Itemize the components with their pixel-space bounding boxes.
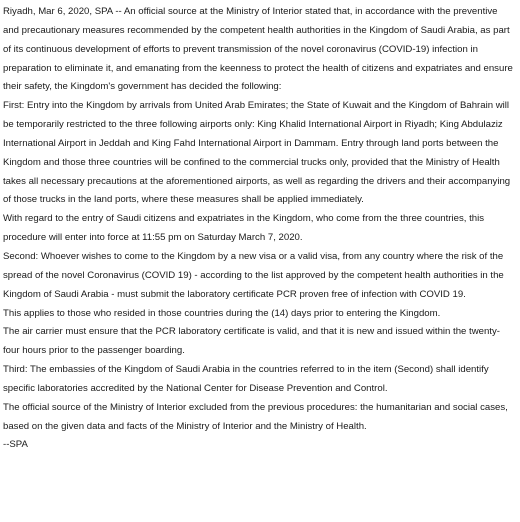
article-paragraph-third: Third: The embassies of the Kingdom of Saudi Arabia in the countries referred to in the item (Second) shall identify specific laboratories accredited by the National Center for Disease Prevention and Control. (3, 364, 489, 394)
article-paragraph-citizens-entry: With regard to the entry of Saudi citizens and expatriates in the Kingdom, who come from the three countries, this procedure will enter into force at 11:55 pm on Saturday March 7, 2020. (3, 213, 484, 244)
article-sign-off: --SPA (3, 439, 28, 451)
article-paragraph-residence: This applies to those who resided in those countries during the (14) days prior to entering the Kingdom. (3, 307, 441, 319)
article-paragraph-first: First: Entry into the Kingdom by arrivals from United Arab Emirates; the State of Kuwait and the Kingdom of Bahrain will be temporarily restricted to the three following airports only: King Khalid International Airport in Riyadh; King Abdulaziz International Airport in Jeddah and King Fahd International Airport in Dammam. Entry through land ports between the Kingdom and those three countries will be confined to the commercial trucks only, provided that the Ministry of Health takes all necessary precautions at the aforementioned airports, as well as regarding the drivers and their accompanying of those trucks in the land ports, where these measures shall be applied immediately. (3, 100, 511, 206)
article-paragraph-air-carrier: The air carrier must ensure that the PCR laboratory certificate is valid, and that it is new and issued within the twenty-four hours prior to the passenger boarding. (3, 326, 500, 357)
article-paragraph-exclusions: The official source of the Ministry of Interior excluded from the previous procedures: the humanitarian and social cases, based on the given data and facts of the Ministry of Interior and the Ministry of Health. (3, 401, 508, 432)
article-paragraph-intro: Riyadh, Mar 6, 2020, SPA -- An official source at the Ministry of Interior stated that, in accordance with the preventive and precautionary measures recommended by the competent health authorities in the Kingdom of Saudi Arabia, as part of its continuous development of efforts to prevent transmission of the novel coronavirus (COVID-19) infection in preparation to eliminate it, and emanating from the keenness to protect the health of citizens and expatriates and ensure their safety, the Kingdom's government has decided the following: (3, 6, 513, 93)
article-paragraph-second: Second: Whoever wishes to come to the Kingdom by a new visa or a valid visa, from any country where the risk of the spread of the novel Coronavirus (COVID 19) - according to the list approved by the competent health authorities in the Kingdom of Saudi Arabia - must submit the laboratory certificate PCR proven free of infection with COVID 19. (3, 250, 504, 300)
